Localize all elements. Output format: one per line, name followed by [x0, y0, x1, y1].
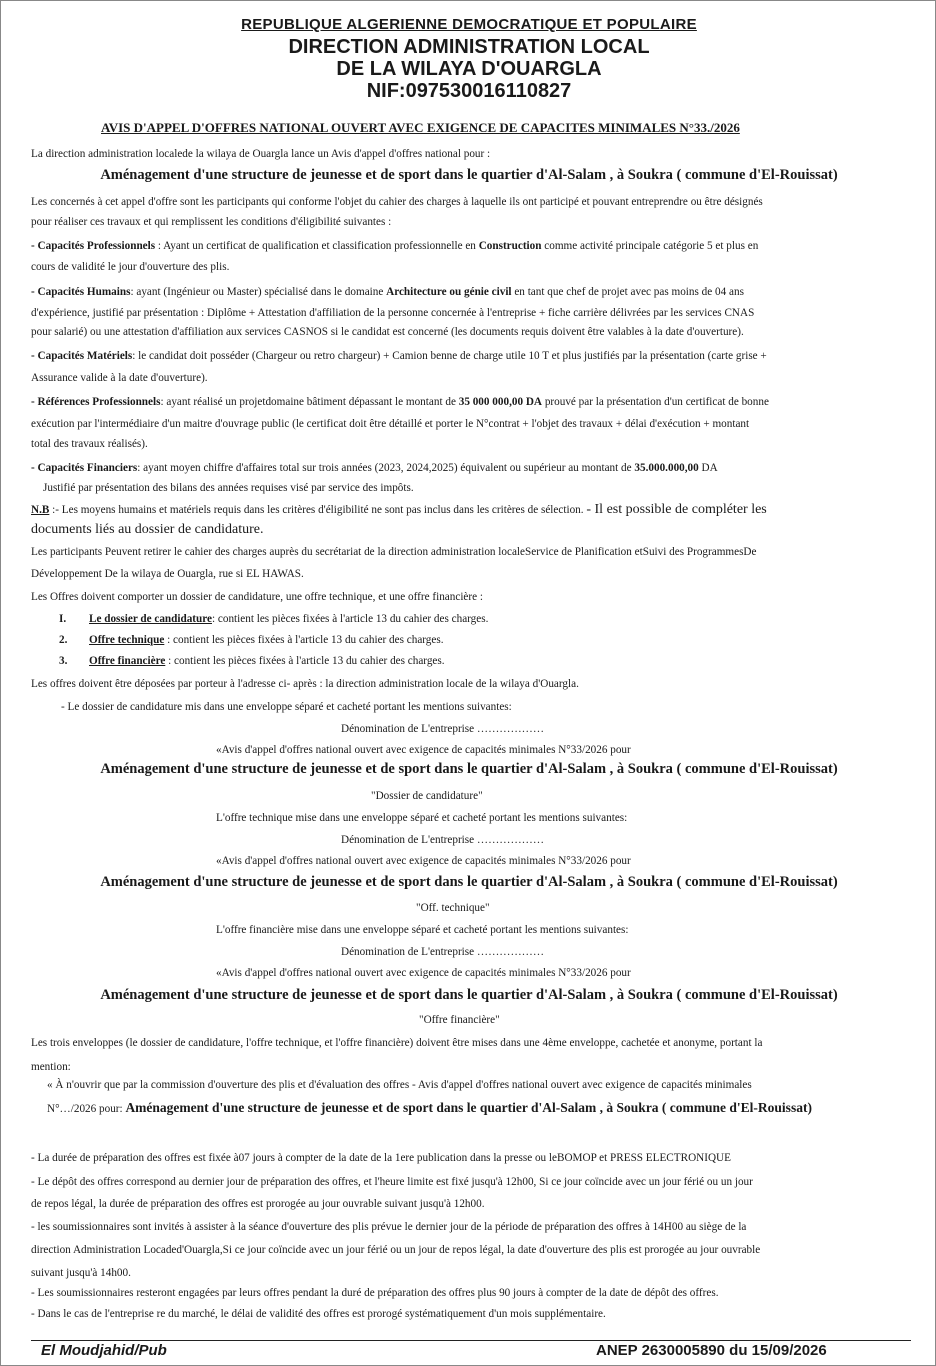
- mention-ouvrir: « À n'ouvrir que par la commission d'ouverture des plis et d'évaluation des offres - Avis d'appel d'offres national ouvert avec exigence de capacités minimales: [47, 1079, 752, 1091]
- bullet-line-8: - Dans le cas de l'entreprise re du marché, le délai de validité des offres est prorogé systématiquement d'un mois supplémentaire.: [31, 1308, 606, 1320]
- financiere-intro: L'offre financière mise dans une enveloppe séparé et cacheté portant les mentions suivantes:: [216, 924, 629, 936]
- label-dossier: "Dossier de candidature": [371, 790, 483, 802]
- footer-divider: [31, 1340, 911, 1341]
- offres-item-2: 2. Offre technique : contient les pièces fixées à l'article 13 du cahier des charges.: [59, 634, 444, 646]
- bullet-line-6: suivant jusqu'à 14h00.: [31, 1267, 131, 1279]
- cap-hum-label: - Capacités Humains: [31, 286, 131, 298]
- footer-anep-reference: ANEP 2630005890 du 15/09/2026: [596, 1342, 827, 1359]
- offres-item-1: I. Le dossier de candidature: contient les pièces fixées à l'article 13 du cahier des charges.: [59, 613, 489, 625]
- cap-fin-line-2: Justifié par présentation des bilans des années requises visé par service des impôts.: [43, 482, 414, 494]
- avis-title: AVIS D'APPEL D'OFFRES NATIONAL OUVERT AVEC EXIGENCE DE CAPACITES MINIMALES N°33./2026: [101, 120, 740, 135]
- denomination-3: Dénomination de L'entreprise ………………: [341, 946, 545, 958]
- bullet-line-4: - les soumissionnaires sont invités à assister à la séance d'ouverture des plis prévue le dernier jour de la période de préparation des offres à 14H00 au siège de la: [31, 1221, 747, 1233]
- cap-mat-line-2: Assurance valide à la date d'ouverture).: [31, 372, 208, 384]
- cap-pro-line-1: - Capacités Professionnels : Ayant un certificat de qualification et classification professionnelle en Construction comme activité principale catégorie 5 et plus en: [31, 240, 759, 252]
- cap-fin-line-1: - Capacités Financiers: ayant moyen chiffre d'affaires total sur trois années (2023, 2024,2025) équivalent ou supérieur au montant de 35.000.000,00 DA: [31, 462, 718, 474]
- nb-line-2: documents liés au dossier de candidature.: [31, 522, 264, 537]
- cap-mat-label: - Capacités Matériels: [31, 350, 133, 362]
- bullet-line-3: de repos légal, la durée de préparation des offres est prorogée au jour ouvrable suivant jusqu'à 12h00.: [31, 1198, 485, 1210]
- project-title-4: Aménagement d'une structure de jeunesse et de sport dans le quartier d'Al-Salam , à Soukra ( commune d'El-Rouissat): [100, 987, 838, 1003]
- cap-pro-line-2: cours de validité le jour d'ouverture des plis.: [31, 261, 230, 273]
- offres-item-3: 3. Offre financière : contient les pièces fixées à l'article 13 du cahier des charges.: [59, 655, 445, 667]
- bullet-line-7: - Les soumissionnaires resteront engagées par leurs offres pendant la duré de préparation des offres plus 90 jours à compter de la date de dépôt des offres.: [31, 1287, 719, 1299]
- ref-pro-line-2: exécution par l'intermédiaire d'un maitre d'ouvrage public (le certificat doit être détaillé et porter le N°contrat + l'objet des travaux + délai d'exécution + montant: [31, 418, 750, 430]
- header-wilaya: DE LA WILAYA D'OUARGLA: [336, 58, 602, 80]
- offres-intro: Les Offres doivent comporter un dossier de candidature, une offre technique, et une offre financière :: [31, 591, 483, 603]
- nb-line-1: N.B :- Les moyens humains et matériels requis dans les critères d'éligibilité ne sont pas inclus dans les critères de sélection. - Il est possible de compléter les: [31, 502, 767, 517]
- project-title-1: Aménagement d'une structure de jeunesse et de sport dans le quartier d'Al-Salam , à Soukra ( commune d'El-Rouissat): [100, 167, 838, 183]
- intro-text: La direction administration localede la wilaya de Ouargla lance un Avis d'appel d'offres national pour :: [31, 148, 491, 160]
- concernes-line-1: Les concernés à cet appel d'offre sont les participants qui conforme l'objet du cahier des charges à laquelle ils ont participé et pouvant entreprendre ou être désignés: [31, 196, 763, 208]
- bullet-line-5: direction Administration Locaded'Ouargla,Si ce jour coïncide avec un jour férié ou un jour de repos légal, la date d'ouverture des plis est prorogée au jour ouvrable: [31, 1244, 761, 1256]
- cap-hum-line-1: - Capacités Humains: ayant (Ingénieur ou Master) spécialisé dans le domaine Architecture ou génie civil en tant que chef de projet avec pas moins de 04 ans: [31, 286, 744, 298]
- mention-project-line: N°…/2026 pour: Aménagement d'une structure de jeunesse et de sport dans le quartier d'Al-Salam , à Soukra ( commune d'El-Rouissat): [47, 1100, 812, 1115]
- avis-mention-1: «Avis d'appel d'offres national ouvert avec exigence de capacités minimales N°33/2026 pour: [216, 744, 631, 756]
- header-republic: REPUBLIQUE ALGERIENNE DEMOCRATIQUE ET POPULAIRE: [241, 16, 697, 33]
- bullet-line-1: - La durée de préparation des offres est fixée à07 jours à compter de la date de la 1ere publication dans la presse ou leBOMOP et PRESS ELECTRONIQUE: [31, 1152, 731, 1164]
- dossier-intro: - Le dossier de candidature mis dans une enveloppe séparé et cacheté portant les mentions suivantes:: [61, 701, 512, 713]
- ref-pro-line-3: total des travaux réalisés).: [31, 438, 148, 450]
- denomination-1: Dénomination de L'entreprise ………………: [341, 723, 545, 735]
- avis-mention-3: «Avis d'appel d'offres national ouvert avec exigence de capacités minimales N°33/2026 pour: [216, 967, 631, 979]
- cap-pro-label: - Capacités Professionnels: [31, 240, 156, 252]
- depot-text: Les offres doivent être déposées par porteur à l'adresse ci- après : la direction administration locale de la wilaya d'Ouargla.: [31, 678, 579, 690]
- concernes-line-2: pour réaliser ces travaux et qui remplissent les conditions d'éligibilité suivantes :: [31, 216, 392, 228]
- header-nif: NIF:097530016110827: [366, 80, 572, 102]
- enveloppes-line-2: mention:: [31, 1061, 71, 1073]
- footer-publication: El Moudjahid/Pub: [41, 1342, 167, 1359]
- enveloppes-line-1: Les trois enveloppes (le dossier de candidature, l'offre technique, et l'offre financière) doivent être mises dans une 4ème enveloppe, cachetée et anonyme, portant la: [31, 1037, 763, 1049]
- denomination-2: Dénomination de L'entreprise ………………: [341, 834, 545, 846]
- retrait-line-1: Les participants Peuvent retirer le cahier des charges auprès du secrétariat de la direction administration localeService de Planification etSuivi des ProgrammesDe: [31, 546, 757, 558]
- label-financiere: "Offre financière": [419, 1014, 500, 1026]
- nb-label: N.B: [31, 504, 50, 516]
- retrait-line-2: Développement De la wilaya de Ouargla, rue si EL HAWAS.: [31, 568, 304, 580]
- label-technique: "Off. technique": [416, 902, 490, 914]
- header-direction: DIRECTION ADMINISTRATION LOCAL: [288, 36, 650, 58]
- cap-hum-line-2: d'expérience, justifié par présentation : Diplôme + Attestation d'affiliation de la personne concernée à l'entreprise + fiche carrière délivrées par les services CNAS: [31, 307, 755, 319]
- project-title-3: Aménagement d'une structure de jeunesse et de sport dans le quartier d'Al-Salam , à Soukra ( commune d'El-Rouissat): [100, 874, 838, 890]
- project-title-2: Aménagement d'une structure de jeunesse et de sport dans le quartier d'Al-Salam , à Soukra ( commune d'El-Rouissat): [100, 761, 838, 777]
- technique-intro: L'offre technique mise dans une enveloppe séparé et cacheté portant les mentions suivantes:: [216, 812, 628, 824]
- avis-mention-2: «Avis d'appel d'offres national ouvert avec exigence de capacités minimales N°33/2026 pour: [216, 855, 631, 867]
- ref-pro-line-1: - Références Professionnels: ayant réalisé un projetdomaine bâtiment dépassant le montant de 35 000 000,00 DA prouvé par la présentation d'un certificat de bonne: [31, 396, 769, 408]
- cap-hum-line-3: pour salarié) ou une attestation d'affiliation aux services CASNOS si le candidat est concerné (les documents requis doivent être valables à la date d'ouverture).: [31, 326, 744, 338]
- cap-mat-line-1: - Capacités Matériels: le candidat doit posséder (Chargeur ou retro chargeur) + Camion benne de charge utile 10 T et plus justifiés par la présentation (carte grise +: [31, 350, 767, 362]
- ref-pro-label: - Références Professionnels: [31, 396, 161, 408]
- bullet-line-2: - Le dépôt des offres correspond au dernier jour de préparation des offres, et l'heure limite est fixé jusqu'à 12h00, Si ce jour coïncide avec un jour férié ou un jour: [31, 1176, 753, 1188]
- cap-fin-label: - Capacités Financiers: [31, 462, 138, 474]
